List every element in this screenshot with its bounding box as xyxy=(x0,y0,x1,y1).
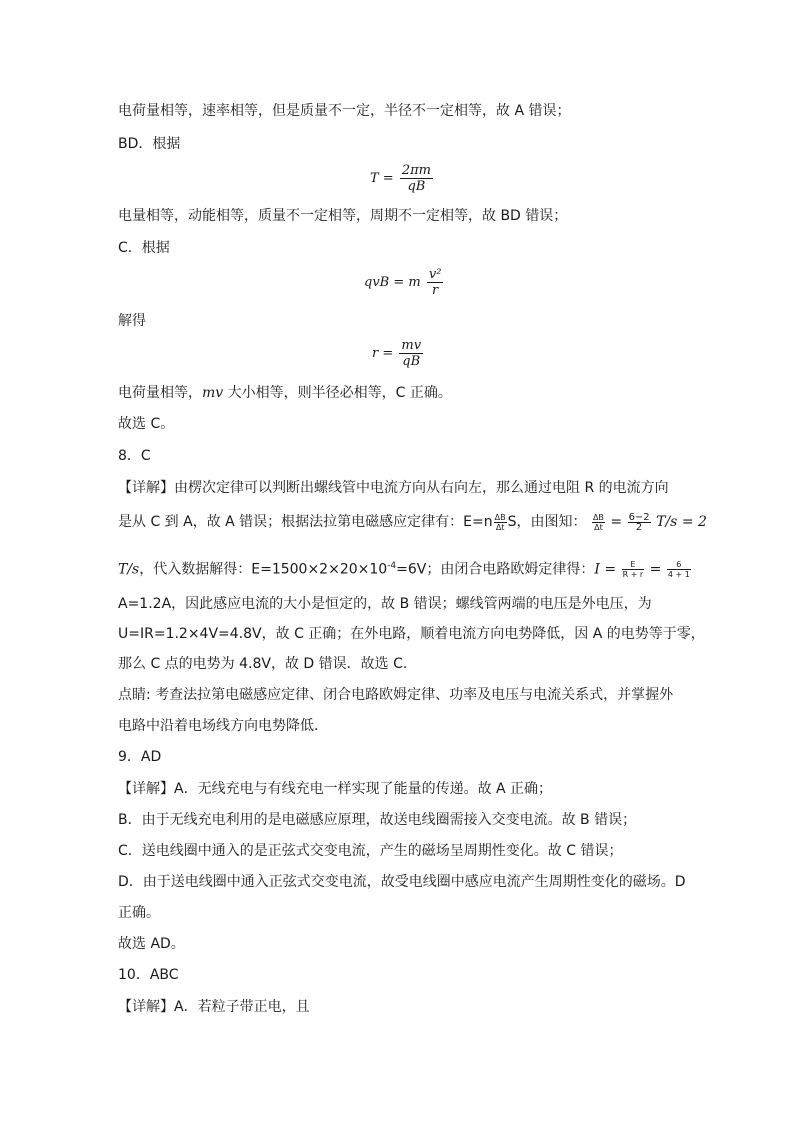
question-number: 8．C xyxy=(118,448,151,464)
equation-lhs: r = xyxy=(372,346,394,361)
equation-lhs: qvB = m xyxy=(364,275,421,290)
fraction xyxy=(622,560,645,579)
numerator: ΔB xyxy=(494,512,506,522)
denominator: qB xyxy=(402,354,421,369)
fraction xyxy=(427,267,444,298)
text-line xyxy=(118,556,714,580)
fraction xyxy=(592,513,605,532)
text-line xyxy=(118,383,714,403)
denominator: R + r xyxy=(622,570,644,580)
text-line: A=1.2A，因此感应电流的大小是恒定的，故 B 错误；螺线管两端的电压是外电压，为 xyxy=(118,596,652,612)
text-line: 解得 xyxy=(118,313,146,329)
fraction xyxy=(667,560,691,579)
text-line: B．由于无线充电利用的是电磁感应原理，故送电线圈需接入交变电流。故 B 错误； xyxy=(118,812,637,828)
question-number: 9．AD xyxy=(118,749,162,765)
text-line: 那么 C 点的电势为 4.8V，故 D 错误．故选 C． xyxy=(118,656,417,672)
fraction xyxy=(400,163,433,194)
denominator: Δt xyxy=(495,522,505,532)
equation-period xyxy=(370,163,435,194)
text-line: 故选 AD。 xyxy=(118,936,185,952)
equation-lhs: T = xyxy=(370,171,394,186)
text-line: C．根据 xyxy=(118,240,170,256)
text-segment: S，由图知： xyxy=(507,514,587,530)
question-number: 10．ABC xyxy=(118,967,179,983)
text-segment: 大小相等，则半径必相等，C 正确。 xyxy=(223,385,452,401)
numerator: v² xyxy=(428,267,442,282)
math-symbol: = xyxy=(649,561,662,578)
text-line: D．由于送电线圈中通入正弦式交变电流，故受电线圈中感应电流产生周期性变化的磁场。D xyxy=(118,874,686,890)
text-line: 点睛: 考查法拉第电磁感应定律、闭合电路欧姆定律、功率及电压与电流关系式，并掌握外 xyxy=(118,687,674,703)
fraction xyxy=(494,513,507,532)
text-line: 故选 C。 xyxy=(118,416,175,432)
text-segment: 是从 C 到 A，故 A 错误；根据法拉第电磁感应定律有：E=n xyxy=(118,514,493,530)
math-expression: T/s xyxy=(118,561,140,578)
denominator: 4 + 1 xyxy=(667,570,690,580)
numerator: mv xyxy=(401,338,422,353)
fraction xyxy=(399,338,423,369)
math-symbol: = xyxy=(610,514,623,530)
text-line: C．送电线圈中通入的是正弦式交变电流，产生的磁场呈周期性变化。故 C 错误； xyxy=(118,843,623,859)
text-line: 【详解】A．若粒子带正电，且 xyxy=(118,999,310,1015)
text-line xyxy=(118,512,714,532)
numerator: 6 xyxy=(667,560,691,570)
equation-radius xyxy=(372,338,425,369)
superscript: -4 xyxy=(387,561,397,571)
text-segment: 电荷量相等， xyxy=(118,385,202,401)
text-line: 【详解】由楞次定律可以判断出螺线管中电流方向从右向左，那么通过电阻 R 的电流方向 xyxy=(118,480,669,496)
text-line: 电荷量相等，速率相等，但是质量不一定，半径不一定相等，故 A 错误； xyxy=(118,103,571,119)
numerator: E xyxy=(622,560,645,570)
math-expression: I = xyxy=(594,561,617,578)
equation-force xyxy=(364,267,445,298)
math-symbol: mv xyxy=(202,385,224,401)
denominator: qB xyxy=(407,179,426,194)
math-expression: T/s = 2 xyxy=(656,514,707,530)
denominator: Δt xyxy=(594,522,603,532)
text-line: BD．根据 xyxy=(118,136,181,152)
denominator: r xyxy=(432,283,439,298)
text-segment: ，代入数据解得：E=1500×2×20×10 xyxy=(139,561,388,578)
denominator: 2 xyxy=(635,521,643,533)
text-line: 电量相等，动能相等，质量不一定相等，周期不一定相等，故 BD 错误； xyxy=(118,208,568,224)
fraction xyxy=(628,513,651,532)
numerator: ΔB xyxy=(592,512,604,522)
text-line: U=IR=1.2×4V=4.8V，故 C 正确；在外电路，顺着电流方向电势降低，因 A 的电势等于零， xyxy=(118,626,705,642)
text-segment: =6V；由闭合电路欧姆定律得： xyxy=(396,561,595,578)
text-line: 电路中沿着电场线方向电势降低． xyxy=(118,718,328,734)
numerator: 6−2 xyxy=(628,511,650,523)
text-line: 【详解】A．无线充电与有线充电一样实现了能量的传递。故 A 正确； xyxy=(118,781,553,797)
text-line: 正确。 xyxy=(118,905,160,921)
numerator: 2πm xyxy=(401,163,431,178)
